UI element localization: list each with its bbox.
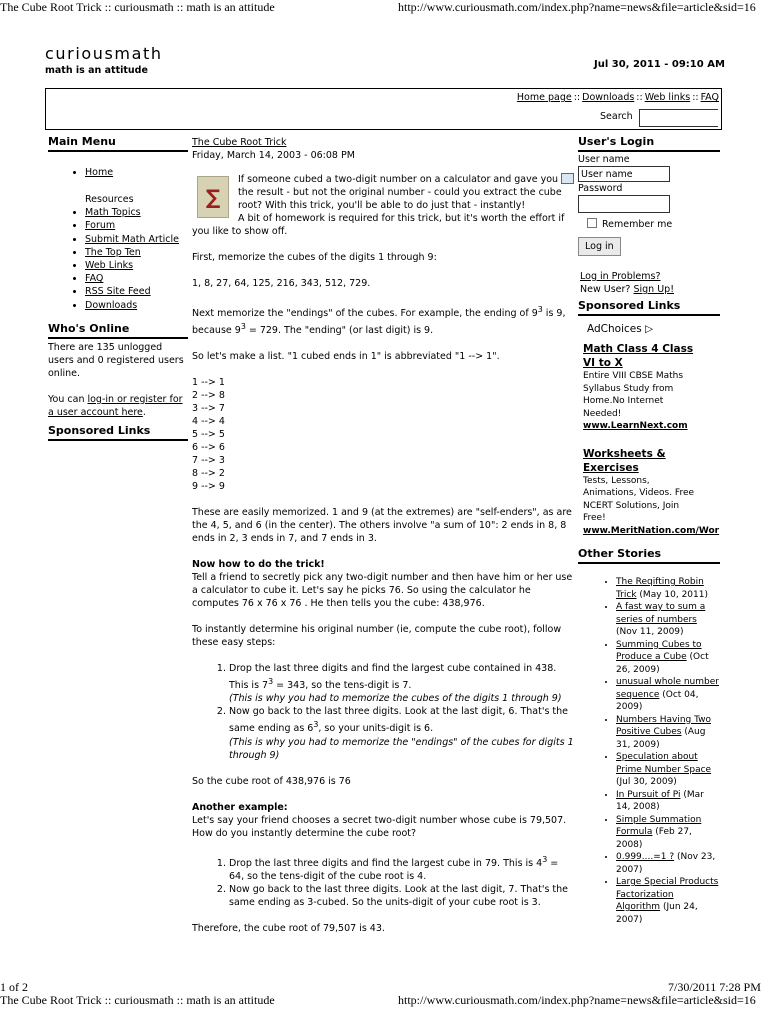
superscript: 3 xyxy=(542,854,548,864)
story-date: (Feb 27, 2008) xyxy=(616,827,692,850)
print-footer-title-row xyxy=(0,993,768,1007)
signup-row xyxy=(578,283,720,296)
story-date: (Nov 23, 2007) xyxy=(616,852,716,875)
endings-row: 5 --> 5 xyxy=(192,429,225,441)
menu-item xyxy=(85,233,188,246)
login-problems-link[interactable]: Log in Problems? xyxy=(580,271,661,282)
story-item xyxy=(616,751,720,789)
article-intro: If someone cubed a two-digit number on a calculator and gave you the result - but not the original number - could you extract the cube root? With this trick, you'll be able to do just that - instantly! xyxy=(238,174,562,211)
login-button[interactable]: Log in xyxy=(578,237,621,256)
print-url: http://www.curiousmath.com/index.php?name=news&file=article&sid=16 xyxy=(398,0,756,14)
example-heading: Another example: xyxy=(192,801,288,813)
endings-text: is 9, because 9 xyxy=(192,308,566,337)
endings-row: 9 --> 9 xyxy=(192,481,225,493)
story-item xyxy=(616,676,720,714)
step-item xyxy=(229,662,574,705)
article-title xyxy=(192,136,574,149)
menu-link-rss-feed[interactable]: RSS Site Feed xyxy=(85,286,151,298)
menu-item xyxy=(85,259,188,272)
story-item xyxy=(616,576,720,601)
article-paragraph: These are easily memorized. 1 and 9 (at the extremes) are "self-enders", as are the 4, 5, and 6 (in the center). The others involve "a sum of 10": 2 ends in 8, 8 ends in 2, 3 ends in 7, and 7 ends in 3. xyxy=(192,507,572,545)
menu-link-faq[interactable]: FAQ xyxy=(85,273,104,285)
story-date: (Oct 26, 2009) xyxy=(616,652,709,675)
story-link[interactable]: 0.999....=1 ? xyxy=(616,852,675,862)
menu-link-submit-article[interactable]: Submit Math Article xyxy=(85,233,179,245)
menu-item xyxy=(85,206,188,219)
login-problems xyxy=(578,270,720,283)
story-link[interactable]: Simple Summation Formula xyxy=(616,814,702,837)
story-date: (Jul 30, 2009) xyxy=(616,777,677,787)
site-slogan: math is an attitude xyxy=(45,65,148,76)
endings-list xyxy=(192,376,574,493)
right-sponsored-title: Sponsored Links xyxy=(578,299,720,316)
article-paragraph: Tell a friend to secretly pick any two-digit number and then have him or her use a calculator to cube it. Let's say he picks 76. So using the calculator he computes 76 x 76 x 76 . He then tells you the cube: 438,976. xyxy=(192,572,573,610)
step-item xyxy=(229,853,574,883)
step-text: Now go back to the last three digits. Look at the last digit, 6. That's the same ending as 6 xyxy=(229,706,569,735)
story-date: (Jun 24, 2007) xyxy=(616,902,698,925)
nav-separator: :: xyxy=(636,92,643,103)
menu-link-downloads[interactable]: Downloads xyxy=(85,299,138,311)
menu-item xyxy=(85,166,188,179)
article-paragraph: Therefore, the cube root of 79,507 is 43. xyxy=(192,922,385,934)
menu-link-forum[interactable]: Forum xyxy=(85,220,116,232)
nav-link-faq[interactable]: FAQ xyxy=(700,92,719,103)
story-item xyxy=(616,601,720,639)
menu-item xyxy=(85,246,188,259)
search-input[interactable] xyxy=(639,109,718,127)
superscript: 3 xyxy=(268,677,274,687)
article-paragraph: Let's say your friend chooses a secret two-digit number whose cube is 79,507. How do you instantly determine the cube root? xyxy=(192,814,567,839)
story-link[interactable]: Numbers Having Two Positive Cubes xyxy=(616,714,711,737)
print-header xyxy=(0,0,768,14)
print-page-title: The Cube Root Trick :: curiousmath :: math is an attitude xyxy=(0,993,275,1007)
step-text: Drop the last three digits and find the largest cube in 79. This is 4 xyxy=(229,857,543,869)
nav-link-downloads[interactable]: Downloads xyxy=(582,92,635,103)
other-stories-title: Other Stories xyxy=(578,547,720,564)
other-stories-list xyxy=(578,576,720,926)
login-title: User's Login xyxy=(578,135,720,152)
main-menu-title: Main Menu xyxy=(48,135,188,152)
superscript: 3 xyxy=(240,322,246,332)
ad-body: Entire VIII CBSE Maths Syllabus Study from Home.No Internet Needed! xyxy=(583,371,684,419)
article-paragraph: So the cube root of 438,976 is 76 xyxy=(192,775,351,787)
menu-item xyxy=(85,299,188,312)
story-date: (Oct 04, 2009) xyxy=(616,689,699,712)
whos-online-title: Who's Online xyxy=(48,322,188,339)
ad-title[interactable]: Math Class 4 Class VI to X xyxy=(583,343,694,369)
print-icon[interactable] xyxy=(561,173,574,184)
login-prompt-text: You can xyxy=(48,393,88,405)
menu-link-math-topics[interactable]: Math Topics xyxy=(85,207,141,219)
trick-heading: Now how to do the trick! xyxy=(192,559,325,571)
remember-checkbox[interactable] xyxy=(587,218,597,228)
story-item xyxy=(616,876,720,926)
article-intro-2: A bit of homework is required for this trick, but it's worth the effort if you like to show off. xyxy=(192,213,565,237)
print-page-count: 1 of 2 xyxy=(0,980,28,994)
endings-row: 7 --> 3 xyxy=(192,455,225,467)
step-note: (This is why you had to memorize the "endings" of the cubes for digits 1 through 9) xyxy=(229,736,574,761)
print-page-title: The Cube Root Trick :: curiousmath :: math is an attitude xyxy=(0,0,275,14)
endings-row: 3 --> 7 xyxy=(192,403,225,415)
article-paragraph: To instantly determine his original number (ie, compute the cube root), follow these easy steps: xyxy=(192,624,562,649)
menu-item xyxy=(85,219,188,232)
login-prompt-end: . xyxy=(142,406,146,418)
ad-title[interactable]: Worksheets & Exercises xyxy=(583,447,666,474)
step-text: = 64, so the tens-digit of the cube root is 4. xyxy=(229,857,559,882)
article-paragraph: First, memorize the cubes of the digits 1 through 9: xyxy=(192,252,437,263)
new-user-text: New User? xyxy=(580,284,631,295)
cubes-list: 1, 8, 27, 64, 125, 216, 343, 512, 729. xyxy=(192,278,371,289)
math-symbol-icon: ∑ xyxy=(205,185,221,209)
superscript: 3 xyxy=(313,720,319,730)
endings-row: 4 --> 4 xyxy=(192,416,225,428)
ad-url[interactable]: www.MeritNation.com/Wor xyxy=(583,525,720,536)
steps-list-1 xyxy=(192,662,574,761)
story-link[interactable]: In Pursuit of Pi xyxy=(616,789,681,800)
site-name[interactable]: curiousmath xyxy=(45,44,163,63)
username-input[interactable]: User name xyxy=(578,166,670,182)
step-text: Drop the last three digits and find the largest cube contained in 438. This is 7 xyxy=(229,663,557,692)
article xyxy=(192,136,574,935)
login-prompt xyxy=(48,393,188,419)
article-paragraph: So let's make a list. "1 cubed ends in 1" is abbreviated "1 --> 1". xyxy=(192,351,500,363)
username-label: User name xyxy=(578,154,630,165)
story-link[interactable]: A fast way to sum a series of numbers xyxy=(616,602,706,625)
ad-unit[interactable] xyxy=(578,447,720,538)
left-column xyxy=(48,135,188,441)
adchoices[interactable] xyxy=(578,322,720,336)
endings-row: 8 --> 2 xyxy=(192,468,225,480)
step-note: (This is why you had to memorize the cubes of the digits 1 through 9) xyxy=(229,693,562,705)
ad-body: Tests, Lessons, Animations, Videos. Free NCERT Solutions, Join Free! xyxy=(583,475,695,523)
print-url: http://www.curiousmath.com/index.php?name=news&file=article&sid=16 xyxy=(398,993,756,1007)
site-date: Jul 30, 2011 - 09:10 AM xyxy=(594,59,725,70)
story-item xyxy=(616,639,720,677)
article-date: Friday, March 14, 2003 - 06:08 PM xyxy=(192,150,355,161)
step-item xyxy=(229,705,574,761)
adchoices-icon: ▷ xyxy=(645,323,654,335)
endings-row: 2 --> 8 xyxy=(192,390,225,402)
story-link[interactable]: Summing Cubes to Produce a Cube xyxy=(616,639,702,662)
left-sponsored-title: Sponsored Links xyxy=(48,424,188,441)
story-item xyxy=(616,814,720,852)
print-footer xyxy=(0,980,768,994)
online-status: There are 135 unlogged users and 0 registered users online. xyxy=(48,341,184,379)
top-nav-links xyxy=(517,92,719,104)
story-date: (Aug 31, 2009) xyxy=(616,727,706,750)
endings-row: 1 --> 1 xyxy=(192,377,225,389)
print-timestamp: 7/30/2011 7:28 PM xyxy=(668,980,761,994)
story-link[interactable]: Large Special Products Factorization Algorithm xyxy=(616,877,719,912)
step-text: , so your units-digit is 6. xyxy=(318,723,434,735)
story-item xyxy=(616,851,720,876)
story-link[interactable]: The Reqifting Robin Trick xyxy=(616,577,704,600)
endings-row: 6 --> 6 xyxy=(192,442,225,454)
remember-row xyxy=(578,218,720,231)
main-menu-home-list xyxy=(48,166,188,179)
story-item xyxy=(616,714,720,752)
nav-separator: :: xyxy=(573,92,581,103)
main-menu-list xyxy=(48,206,188,312)
resources-label: Resources xyxy=(85,194,134,206)
article-title-link[interactable]: The Cube Root Trick xyxy=(192,137,287,148)
story-link[interactable]: Speculation about Prime Number Space xyxy=(616,752,712,775)
superscript: 3 xyxy=(537,305,543,314)
menu-item xyxy=(85,272,188,285)
story-date: (Mar 14, 2008) xyxy=(616,789,704,812)
signup-link[interactable]: Sign Up! xyxy=(633,284,675,295)
remember-label: Remember me xyxy=(602,219,673,230)
search-label: Search xyxy=(600,111,633,122)
top-nav-box xyxy=(45,88,722,130)
right-column xyxy=(578,135,720,926)
story-date: (Nov 11, 2009) xyxy=(616,627,684,637)
topic-icon[interactable] xyxy=(197,176,229,218)
menu-item xyxy=(85,285,188,298)
story-item xyxy=(616,789,720,814)
story-link[interactable]: unusual whole number sequence xyxy=(616,677,719,700)
adchoices-label: AdChoices xyxy=(587,323,642,335)
nav-link-web-links[interactable]: Web links xyxy=(644,92,691,103)
step-text: Now go back to the last three digits. Look at the last digit, 7. That's the same ending as 3-cubed. So the units-digit of your cube root is 3. xyxy=(229,883,569,908)
story-date: (May 10, 2011) xyxy=(639,589,708,600)
steps-list-2 xyxy=(192,853,574,909)
menu-link-web-links[interactable]: Web Links xyxy=(85,260,134,272)
endings-text: Next memorize the "endings" of the cubes. For example, the ending of 9 xyxy=(192,308,538,320)
nav-link-home[interactable]: Home page xyxy=(516,92,572,103)
ad-unit[interactable] xyxy=(578,342,695,433)
step-text: = 343, so the tens-digit is 7. xyxy=(273,680,412,692)
nav-separator: :: xyxy=(692,92,699,103)
article-paragraph xyxy=(192,303,574,337)
ad-url[interactable]: www.LearnNext.com xyxy=(583,421,688,431)
step-item xyxy=(229,883,574,909)
password-label: Password xyxy=(578,183,623,194)
password-input[interactable] xyxy=(578,195,670,213)
login-register-link[interactable]: log-in or register for a user account here xyxy=(48,393,183,418)
endings-text: = 729. The "ending" (or last digit) is 9. xyxy=(245,325,434,337)
menu-link-home[interactable]: Home xyxy=(85,167,114,178)
menu-link-top-ten[interactable]: The Top Ten xyxy=(85,246,141,258)
